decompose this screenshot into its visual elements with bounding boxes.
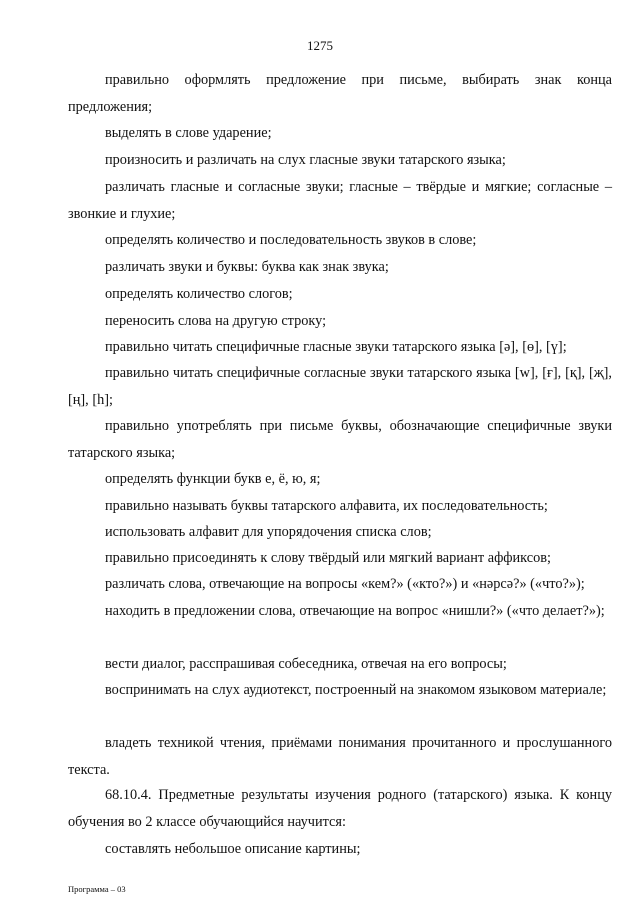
paragraph-9: правильно читать специфичные гласные звуки татарского языка [ə], [ө], [ү];	[105, 339, 567, 355]
paragraph-20: владеть техникой чтения, приёмами понимания прочитанного и прослушанного текста.	[68, 735, 612, 778]
paragraph-3: произносить и различать на слух гласные звуки татарского языка;	[105, 152, 506, 168]
paragraph-17: находить в предложении слова, отвечающие на вопрос «нишли?» («что делает?»);	[105, 603, 605, 619]
paragraph-18: вести диалог, расспрашивая собеседника, отвечая на его вопросы;	[105, 656, 507, 672]
footer-label: Программа – 03	[68, 884, 126, 894]
paragraph-10: правильно читать специфичные согласные звуки татарского языка [w], [ғ], [қ], [җ], [ң], [һ];	[68, 365, 612, 408]
paragraph-13: правильно называть буквы татарского алфавита, их последовательность;	[105, 498, 548, 514]
paragraph-1: правильно оформлять предложение при письме, выбирать знак конца предложения;	[68, 72, 612, 115]
paragraph-7: определять количество слогов;	[105, 286, 293, 302]
paragraph-6: различать звуки и буквы: буква как знак звука;	[105, 259, 389, 275]
paragraph-4: различать гласные и согласные звуки; гласные – твёрдые и мягкие; согласные – звонкие и глухие;	[68, 179, 612, 222]
paragraph-19: воспринимать на слух аудиотекст, построенный на знакомом языковом материале;	[105, 682, 607, 698]
paragraph-14: использовать алфавит для упорядочения списка слов;	[105, 524, 432, 540]
paragraph-21: 68.10.4. Предметные результаты изучения родного (татарского) языка. К концу обучения во 2 классе обучающийся научится:	[68, 787, 612, 830]
paragraph-16: различать слова, отвечающие на вопросы «кем?» («кто?») и «нәрсә?» («что?»);	[105, 576, 585, 592]
paragraph-8: переносить слова на другую строку;	[105, 313, 327, 329]
paragraph-11: правильно употреблять при письме буквы, обозначающие специфичные звуки татарского языка;	[68, 418, 612, 461]
page-number: 1275	[307, 38, 333, 53]
paragraph-22: составлять небольшое описание картины;	[105, 841, 361, 857]
paragraph-12: определять функции букв е, ё, ю, я;	[105, 471, 321, 487]
paragraph-5: определять количество и последовательность звуков в слове;	[105, 232, 477, 248]
paragraph-2: выделять в слове ударение;	[105, 125, 272, 141]
paragraph-15: правильно присоединять к слову твёрдый или мягкий вариант аффиксов;	[105, 550, 551, 566]
